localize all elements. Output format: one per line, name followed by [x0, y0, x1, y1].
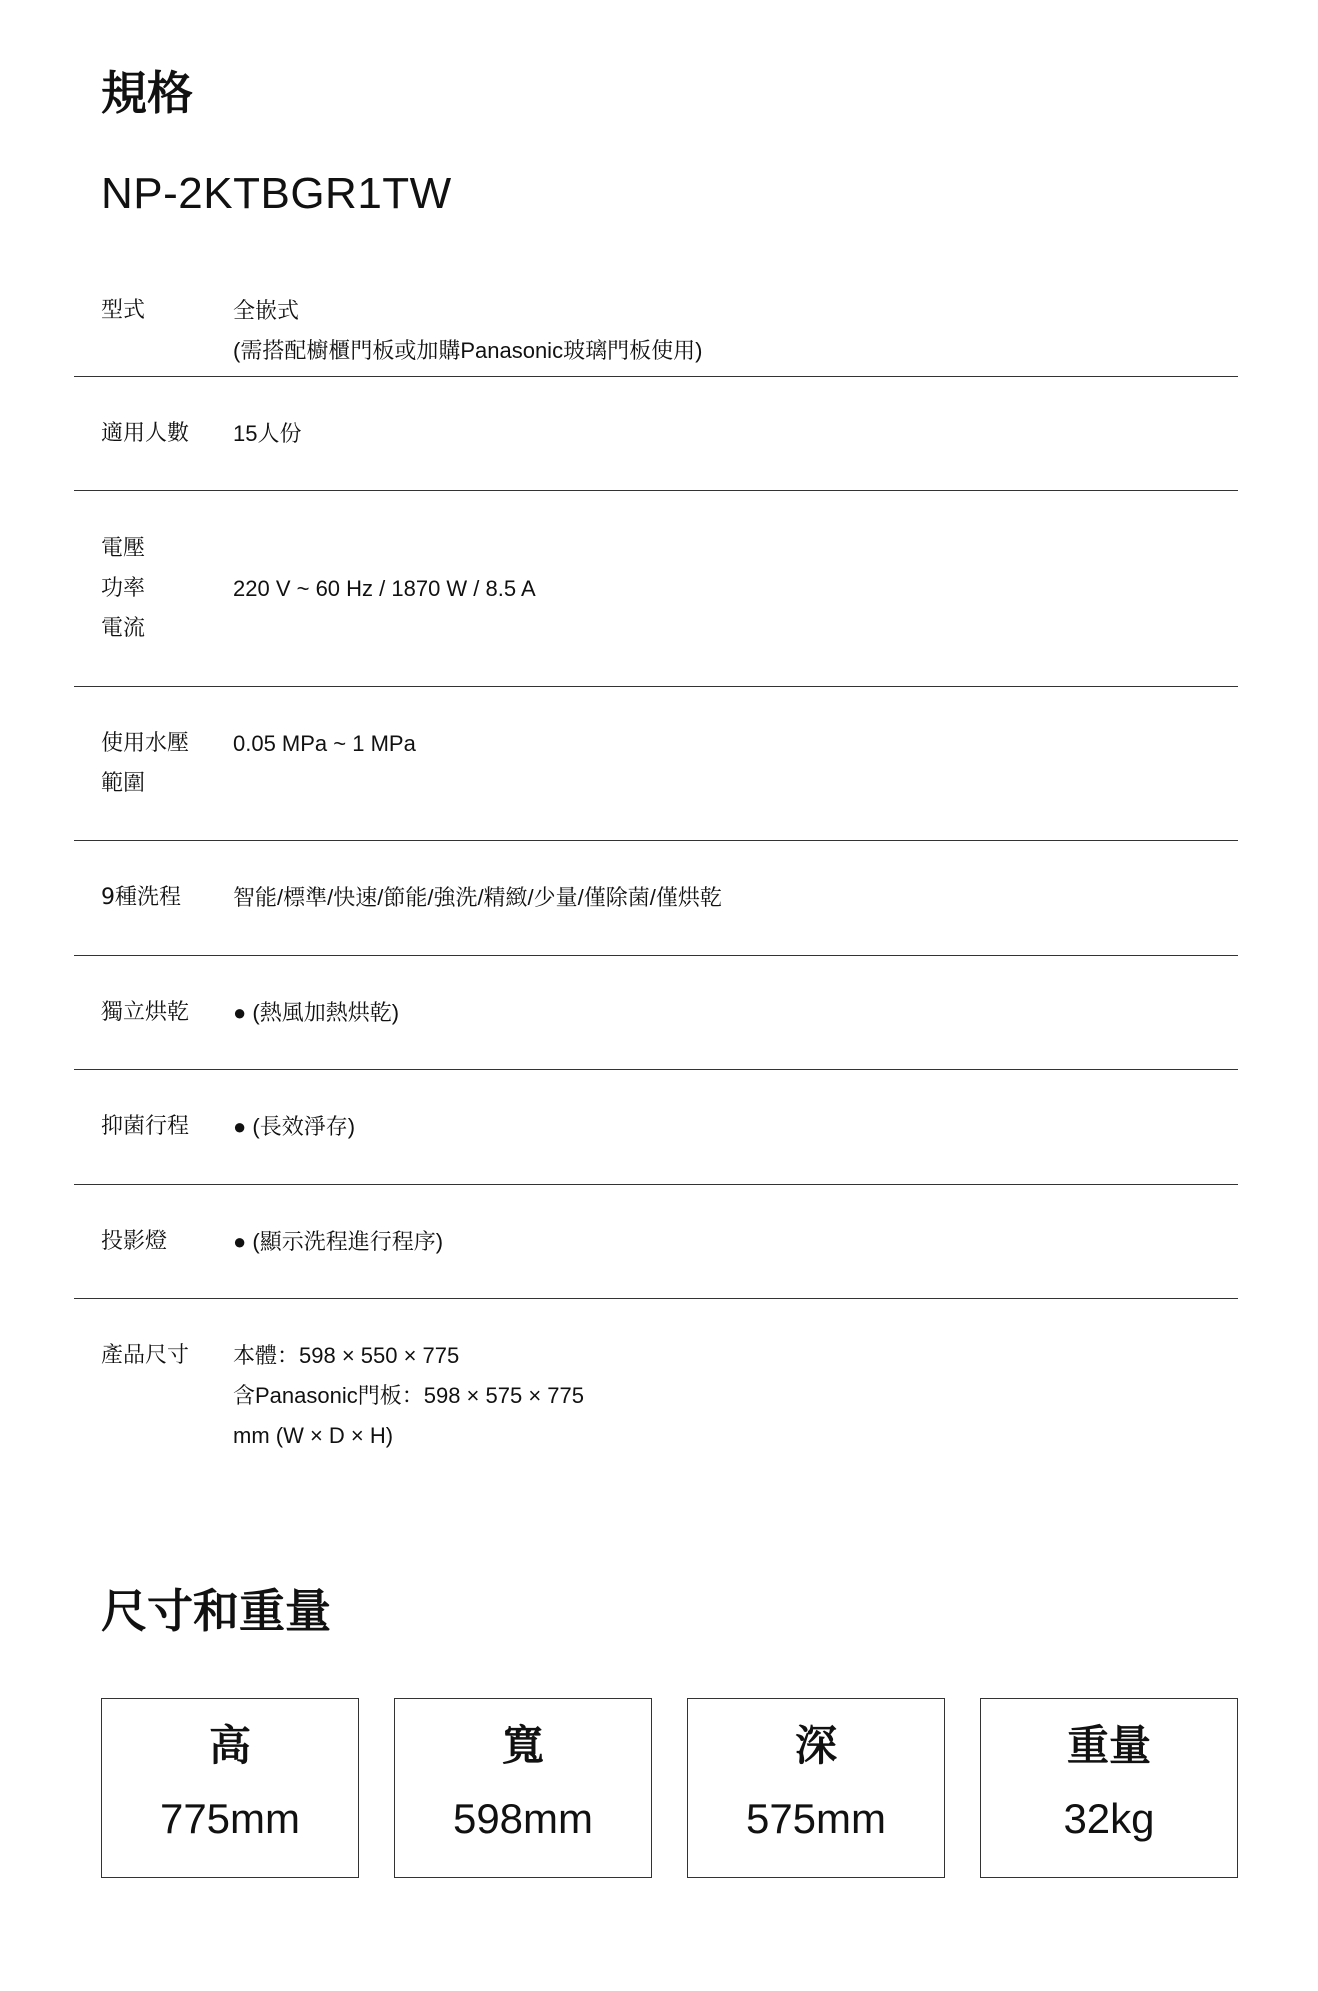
spec-table [74, 295, 1238, 1469]
spec-value-line: ● (顯示洗程進行程序) [233, 1229, 444, 1254]
spec-label-line: 適用人數 [101, 421, 190, 446]
spec-value-line: 全嵌式 [233, 298, 300, 323]
spec-value-line: 本體：598 × 550 × 775 [233, 1343, 460, 1368]
dimension-card-weight [980, 1698, 1238, 1878]
spec-value [233, 414, 301, 454]
spec-row-type [74, 295, 1238, 377]
spec-label [101, 529, 211, 649]
spec-row-power [74, 491, 1238, 687]
dimension-card-height [101, 1698, 359, 1878]
spec-label-line: 使用水壓 [101, 731, 190, 756]
spec-label-line: 獨立烘乾 [101, 1000, 190, 1025]
spec-row-drying [74, 956, 1238, 1070]
dimension-label: 深 [794, 1721, 837, 1770]
spec-label-line: 抑菌行程 [101, 1114, 190, 1139]
spec-row-product-size [74, 1299, 1238, 1469]
spec-label [101, 1107, 211, 1147]
spec-value [233, 993, 399, 1033]
spec-label [101, 414, 211, 454]
dimension-card-width [394, 1698, 652, 1878]
spec-label [101, 724, 211, 804]
spec-label-line: 投影燈 [101, 1229, 168, 1254]
spec-value-line: 15人份 [233, 421, 302, 446]
spec-label [101, 291, 211, 331]
spec-value [233, 569, 536, 609]
spec-label-line: 範圍 [101, 771, 146, 796]
spec-label-line: 電流 [101, 616, 146, 641]
spec-row-wash-programs [74, 841, 1238, 956]
spec-label [101, 1222, 211, 1262]
spec-value [233, 1107, 355, 1147]
spec-label-line: 9種洗程 [101, 885, 181, 910]
dimension-value: 32kg [1063, 1795, 1155, 1842]
spec-label-line: 型式 [101, 298, 146, 323]
spec-value-line: ● (熱風加熱烘乾) [233, 1000, 400, 1025]
spec-value-line: 220 V ~ 60 Hz / 1870 W / 8.5 A [233, 576, 536, 601]
spec-value [233, 291, 702, 371]
spec-row-antibacterial [74, 1070, 1238, 1185]
dimension-card-depth [687, 1698, 945, 1878]
spec-label [101, 878, 211, 918]
spec-value-line: ● (長效淨存) [233, 1114, 356, 1139]
dimension-value: 775mm [159, 1795, 301, 1842]
spec-value [233, 724, 416, 764]
dimension-value: 575mm [745, 1795, 887, 1842]
dimensions-cards [101, 1698, 1238, 1880]
spec-value-line: 含Panasonic門板：598 × 575 × 775 [233, 1383, 585, 1408]
spec-value [233, 878, 722, 918]
dimension-label: 高 [208, 1721, 251, 1770]
spec-value [233, 1222, 443, 1262]
spec-value [233, 1336, 584, 1456]
spec-value-line: mm (W × D × H) [233, 1423, 394, 1448]
spec-row-water-pressure [74, 687, 1238, 841]
spec-row-capacity [74, 377, 1238, 491]
spec-value-line: 智能/標準/快速/節能/強洗/精緻/少量/僅除菌/僅烘乾 [233, 885, 722, 910]
spec-label [101, 993, 211, 1033]
spec-label-line: 產品尺寸 [101, 1343, 190, 1368]
dimension-label: 重量 [1066, 1721, 1151, 1770]
spec-value-line: 0.05 MPa ~ 1 MPa [233, 731, 416, 756]
spec-row-projection-light [74, 1185, 1238, 1299]
spec-heading: 規格 [101, 66, 193, 120]
dimension-value: 598mm [452, 1795, 594, 1842]
dimension-label: 寬 [501, 1721, 544, 1770]
spec-value-line: (需搭配櫥櫃門板或加購Panasonic玻璃門板使用) [233, 338, 703, 363]
spec-label [101, 1336, 211, 1376]
spec-label-line: 功率 [101, 576, 146, 601]
model-number: NP-2KTBGR1TW [101, 169, 452, 218]
spec-label-line: 電壓 [101, 536, 146, 561]
dimensions-heading: 尺寸和重量 [101, 1584, 331, 1638]
